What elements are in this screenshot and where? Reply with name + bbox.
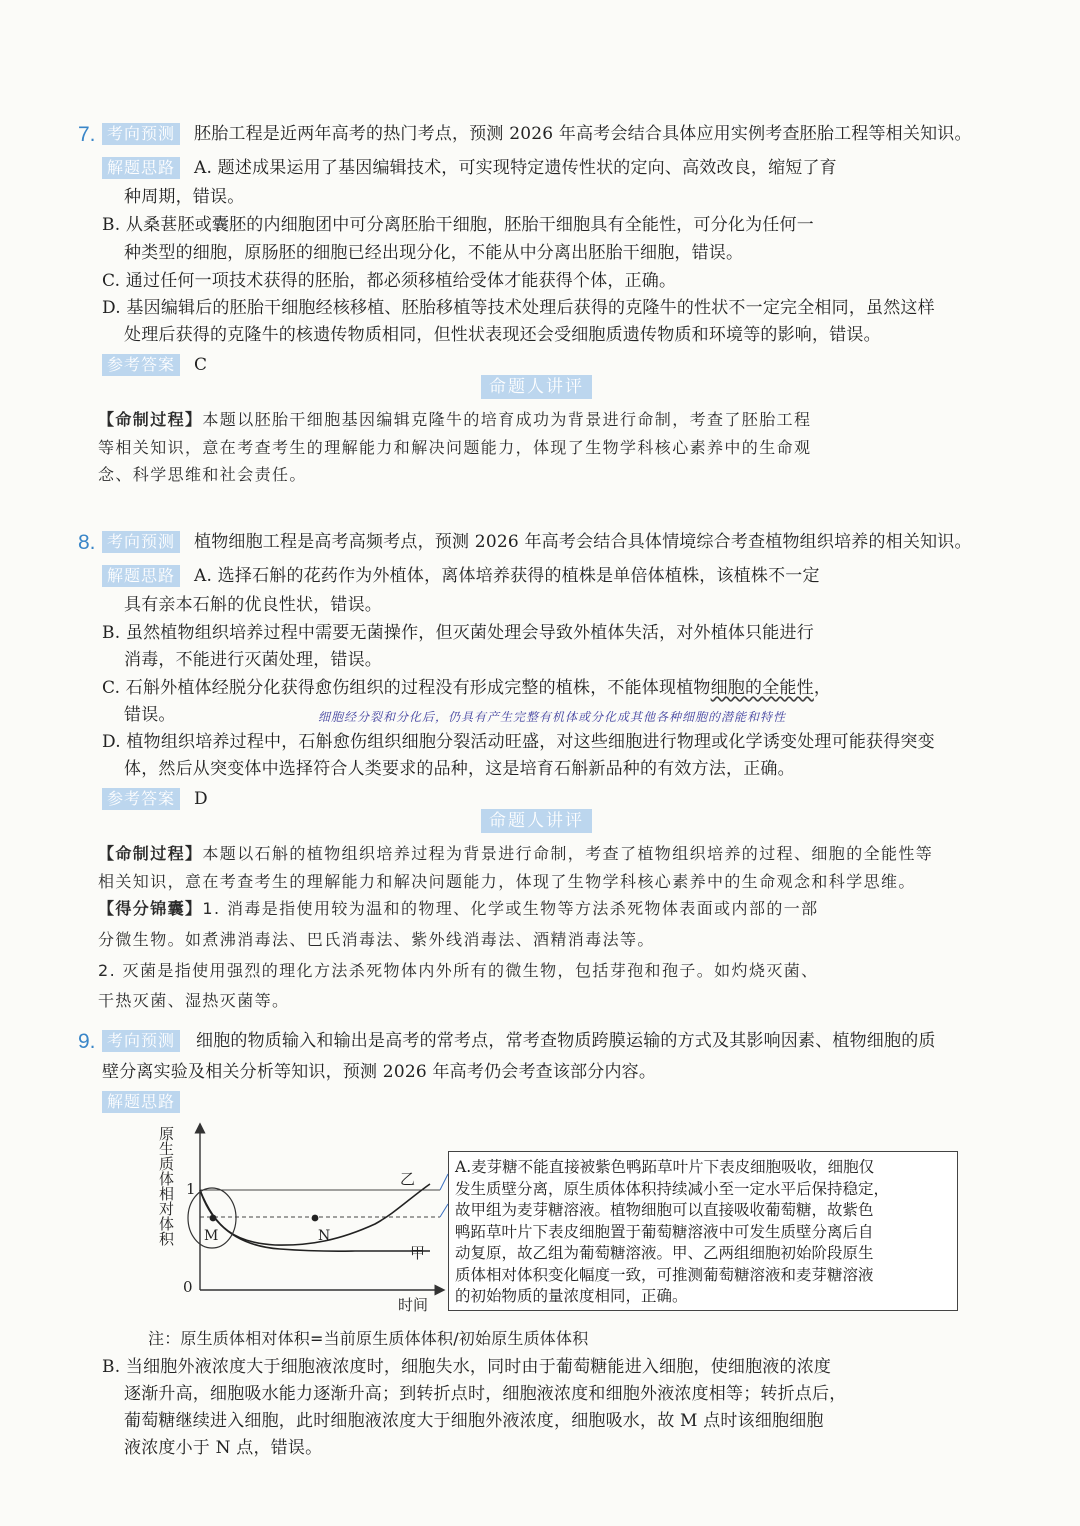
curve-label-jia: 甲 [410,1244,426,1262]
q8-option-b-line1: B. 虽然植物组织培养过程中需要无菌操作，但灭菌处理会导致外植体失活，对外植体只能进行 [102,623,814,643]
q7-option-c-line1: C. 通过任何一项技术获得的胚胎，都必须移植给受体才能获得个体，正确。 [102,271,677,291]
box-line: 鸭跖草叶片下表皮细胞置于葡萄糖溶液中可发生质壁分离后自 [455,1222,874,1241]
process-label: 【命制过程】 [98,410,203,429]
point-n-dot [312,1215,319,1222]
q8-c-comma: ， [813,678,832,698]
point-m-label: M [204,1228,219,1244]
pointer-line [440,1174,448,1190]
q8-process-line2: 相关知识，意在考查考生的理解能力和解决问题能力，体现了生物学科核心素养中的生命观念和科学思维。 [98,872,916,891]
box-line: 的初始物质的量浓度相同，正确。 [455,1287,688,1305]
explanation-box [448,1151,958,1311]
q8-tips-text: 1. 消毒是指使用较为温和的物理、化学或生物等方法杀死物体表面或内部的一部 [202,899,819,918]
question-number-9: 9. [78,1030,96,1053]
q9-option-b-line1: B. 当细胞外液浓度大于细胞液浓度时，细胞失水，同时由于葡萄糖能进入细胞，使细胞液的浓度 [102,1357,832,1377]
q8-option-c-line1 [102,677,831,699]
q8-option-a-line2: 具有亲本石斛的优良性状，错误。 [124,595,382,615]
q7-option-d-line2: 处理后获得的克隆牛的核遗传物质相同，但性状表现还会受细胞质遗传物质和环境等的影响，错误。 [124,325,881,345]
curve-label-yi: 乙 [400,1170,416,1188]
box-line: 动复原，故乙组为葡萄糖溶液。甲、乙两组细胞初始阶段原生 [455,1244,874,1262]
score-tips-label: 【得分锦囊】 [98,899,203,918]
q8-process-text: 本题以石斛的植物组织培养过程为背景进行命制，考查了植物组织培养的过程、细胞的全能性等 [202,844,934,863]
tick-one: 1 [186,1180,196,1198]
point-n-label: N [318,1228,331,1244]
q7-option-b-line1: B. 从桑葚胚或囊胚的内细胞团中可分离胚胎干细胞，胚胎干细胞具有全能性，可分化为任何一 [102,215,814,235]
thinking-tag: 解题思路 [102,157,180,179]
q7-process-line2: 等相关知识，意在考查考生的理解能力和解决问题能力，体现了生物学科核心素养中的生命观 [98,438,812,457]
q7-answer: C [194,355,208,375]
question-number-7: 7. [78,123,96,146]
q7-process-text: 本题以胚胎干细胞基因编辑克隆牛的培育成功为背景进行命制，考查了胚胎工程 [202,410,812,429]
q8-answer: D [194,789,208,809]
q8-c-underlined: 细胞的全能性 [710,678,814,698]
thinking-tag: 解题思路 [102,1091,180,1113]
q8-option-d-line1: D. 植物组织培养过程中，石斛愈伤组织细胞分裂活动旺盛，对这些细胞进行物理或化学诱变处理可能获得突变 [102,732,935,752]
origin-label: 0 [183,1278,193,1296]
forecast-tag: 考向预测 [102,1030,180,1052]
pointer-line [440,1204,448,1217]
box-line: A.麦芽糖不能直接被紫色鸭跖草叶片下表皮细胞吸收，细胞仅 [455,1158,875,1176]
q7-option-d-line1: D. 基因编辑后的胚胎干细胞经核移植、胚胎移植等技术处理后获得的克隆牛的性状不一定完全相同，虽然这样 [102,298,935,318]
q8-tips-line4: 干热灭菌、湿热灭菌等。 [98,991,290,1010]
q9-forecast-line2: 壁分离实验及相关分析等知识，预测 2026 年高考仍会考查该部分内容。 [102,1062,657,1082]
q8-option-c-line2: 错误。 [124,705,176,725]
question-number-8: 8. [78,531,96,554]
point-m-dot [210,1215,217,1222]
q8-option-b-line2: 消毒，不能进行灭菌处理，错误。 [124,650,382,670]
q7-process-line1 [98,409,811,431]
commentary-banner: 命题人讲评 [481,809,592,833]
q9-forecast-line1: 细胞的物质输入和输出是高考的常考点，常考查物质跨膜运输的方式及其影响因素、植物细胞的质 [196,1031,936,1051]
q8-tips-line1 [98,898,819,920]
q7-option-b-line2: 种类型的细胞，原肠胚的细胞已经出现分化，不能从中分离出胚胎干细胞，错误。 [124,243,744,263]
q7-option-a-line2: 种周期，错误。 [124,187,245,207]
q7-forecast: 胚胎工程是近两年高考的热门考点，预测 2026 年高考会结合具体应用实例考查胚胎工程等相关知识。 [194,124,972,144]
answer-tag: 参考答案 [102,788,180,810]
y-axis-label: 原生质体相对体积 [157,1126,175,1246]
q7-option-a-line1: A. 题述成果运用了基因编辑技术，可实现特定遗传性状的定向、高效改良，缩短了育 [194,158,837,178]
q8-process-line1 [98,843,933,865]
q8-option-a-line1: A. 选择石斛的花药作为外植体，离体培养获得的植株是单倍体植株，该植株不一定 [194,566,820,586]
q9-option-b-line3: 葡萄糖继续进入细胞，此时细胞液浓度大于细胞外液浓度，细胞吸水，故 M 点时该细胞细胞 [124,1411,824,1431]
q7-process-line3: 念、科学思维和社会责任。 [98,465,307,484]
box-line: 发生质壁分离，原生质体体积持续减小至一定水平后保持稳定， [455,1179,890,1198]
answer-tag: 参考答案 [102,354,180,376]
q8-tips-line2: 分微生物。如煮沸消毒法、巴氏消毒法、紫外线消毒法、酒精消毒法等。 [98,930,655,949]
q8-c-text: C. 石斛外植体经脱分化获得愈伤组织的过程没有形成完整的植株，不能体现植物 [102,678,711,698]
q8-tips-line3: 2. 灭菌是指使用强烈的理化方法杀死物体内外所有的微生物，包括芽孢和孢子。如灼烧灭菌、 [98,961,819,980]
q9-option-b-line4: 液浓度小于 N 点，错误。 [124,1438,323,1458]
graph-note: 注：原生质体相对体积=当前原生质体体积/初始原生质体体积 [148,1329,589,1348]
commentary-banner: 命题人讲评 [481,375,592,399]
handwritten-note: 细胞经分裂和分化后，仍具有产生完整有机体或分化成其他各种细胞的潜能和特性 [318,710,787,724]
q8-forecast: 植物细胞工程是高考高频考点，预测 2026 年高考会结合具体情境综合考查植物组织培养的相关知识。 [194,532,972,552]
forecast-tag: 考向预测 [102,123,180,145]
q9-option-b-line2: 逐渐升高，细胞吸水能力逐渐升高；到转折点时，细胞液浓度和细胞外液浓度相等；转折点后， [124,1384,847,1404]
thinking-tag: 解题思路 [102,565,180,587]
x-axis-label: 时间 [398,1296,429,1314]
q8-option-d-line2: 体，然后从突变体中选择符合人类要求的品种，这是培育石斛新品种的有效方法，正确。 [124,759,795,779]
forecast-tag: 考向预测 [102,531,180,553]
process-label: 【命制过程】 [98,844,203,863]
box-line: 故甲组为麦芽糖溶液。植物细胞可以直接吸收葡萄糖，故紫色 [455,1201,874,1219]
box-line: 质体相对体积变化幅度一致，可推测葡萄糖溶液和麦芽糖溶液 [455,1265,874,1284]
